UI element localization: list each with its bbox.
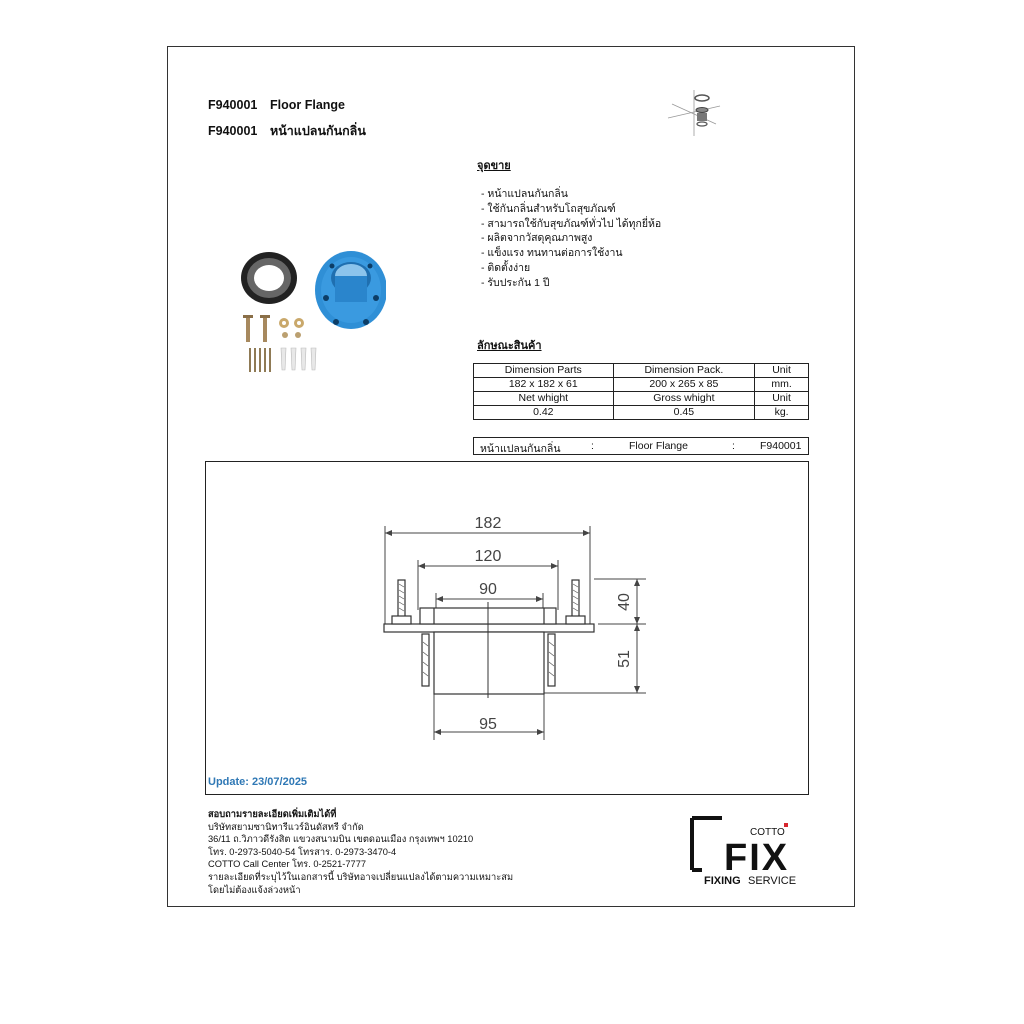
- dim-top-height: 40: [616, 593, 633, 611]
- product-name-en: Floor Flange: [270, 98, 345, 112]
- table-cell: Dimension Parts: [474, 364, 614, 378]
- table-cell: Unit: [755, 392, 809, 406]
- selling-points-heading: จุดขาย: [477, 160, 511, 172]
- exploded-view-icon: [664, 88, 724, 138]
- contact-line: รายละเอียดที่ระบุไว้ในเอกสารนี้ บริษัทอาจเปลี่ยนแปลงได้ตามความเหมาะสม: [208, 871, 514, 882]
- drawing-canvas: [206, 462, 810, 796]
- dim-inner-width: 120: [474, 548, 502, 565]
- product-code: F940001: [208, 98, 258, 112]
- specs-heading: ลักษณะสินค้า: [477, 340, 542, 352]
- list-item: - ใช้กันกลิ่นสำหรับโถสุขภัณฑ์: [481, 202, 661, 217]
- update-date: Update: 23/07/2025: [208, 776, 308, 788]
- table-cell: Dimension Pack.: [613, 364, 755, 378]
- product-photo: [236, 248, 386, 378]
- list-item: - ผลิตจากวัสดุคุณภาพสูง: [481, 231, 661, 246]
- name-english: Floor Flange: [629, 440, 688, 452]
- table-row: [474, 392, 809, 406]
- table-cell: 200 x 265 x 85: [613, 378, 755, 392]
- list-item: - แข็งแรง ทนทานต่อการใช้งาน: [481, 246, 661, 261]
- logo-sub-bold: FIXING: [704, 875, 741, 887]
- table-cell: kg.: [755, 406, 809, 420]
- table-cell: 0.42: [474, 406, 614, 420]
- spec-table: [473, 363, 809, 420]
- contact-line: 36/11 ถ.วิภาวดีรังสิต แขวงสนามบิน เขตดอนเมือง กรุงเทพฯ 10210: [208, 834, 474, 845]
- dim-overall-width: 182: [474, 515, 502, 532]
- logo-brand: COTTO: [750, 827, 785, 838]
- logo-main: FIX: [724, 837, 790, 879]
- contact-line: บริษัทสยามซานิทารีแวร์อินดัสทรี จำกัด: [208, 821, 364, 832]
- list-item: - หน้าแปลนกันกลิ่น: [481, 187, 661, 202]
- table-cell: 0.45: [613, 406, 755, 420]
- table-cell: 182 x 182 x 61: [474, 378, 614, 392]
- name-thai: หน้าแปลนกันกลิ่น: [480, 443, 561, 455]
- list-item: - สามารถใช้กับสุขภัณฑ์ทั่วไป ได้ทุกยี่ห้อ: [481, 217, 661, 232]
- name-separator: :: [732, 440, 735, 452]
- table-cell: Gross whight: [613, 392, 755, 406]
- contact-line: โทร. 0-2973-5040-54 โทรสาร. 0-2973-3470-4: [208, 846, 397, 857]
- list-item: - รับประกัน 1 ปี: [481, 276, 661, 291]
- blue-flange: [315, 251, 386, 329]
- table-row: [474, 406, 809, 420]
- table-cell: mm.: [755, 378, 809, 392]
- dim-bottom-width: 95: [479, 716, 497, 733]
- title-english: [208, 98, 345, 112]
- list-item: - ติดตั้งง่าย: [481, 261, 661, 276]
- table-cell: Unit: [755, 364, 809, 378]
- contact-heading: สอบถามรายละเอียดเพิ่มเติมได้ที่: [208, 809, 337, 819]
- cotto-fix-logo: [690, 816, 802, 888]
- selling-points-list: [481, 187, 661, 291]
- name-code: F940001: [760, 440, 802, 452]
- contact-block: [208, 808, 513, 896]
- logo-sub-light: SERVICE: [748, 875, 797, 887]
- title-thai: [208, 121, 366, 141]
- technical-drawing: [205, 461, 809, 795]
- dim-pipe-width: 90: [479, 581, 497, 598]
- product-name-th: หน้าแปลนกันกลิ่น: [270, 124, 366, 138]
- product-name-row: [473, 437, 809, 455]
- product-code-thai-line: F940001: [208, 124, 258, 138]
- dim-bottom-height: 51: [616, 650, 633, 668]
- table-row: [474, 364, 809, 378]
- contact-line: โดยไม่ต้องแจ้งล่วงหน้า: [208, 884, 301, 895]
- contact-line: COTTO Call Center โทร. 0-2521-7777: [208, 859, 367, 870]
- name-separator: :: [591, 440, 594, 452]
- table-cell: Net whight: [474, 392, 614, 406]
- table-row: [474, 378, 809, 392]
